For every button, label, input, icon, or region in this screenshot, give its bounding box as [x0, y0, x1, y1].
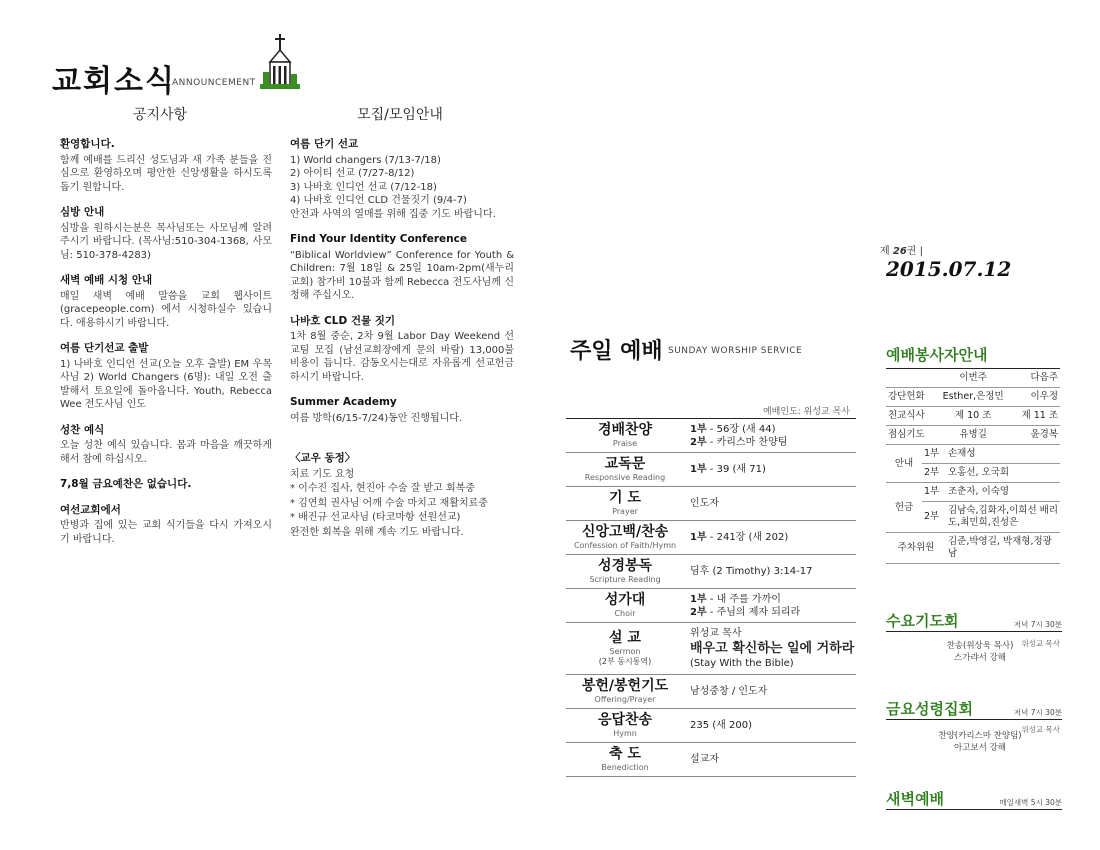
- cld-title: 나바호 CLD 건물 짓기: [290, 314, 396, 327]
- mission-title: 여름 단기 선교: [290, 138, 359, 150]
- worship-leader: 예배인도: 위성교 목사: [762, 407, 850, 417]
- volume-prefix: 제: [880, 246, 890, 257]
- part-text: 인도자: [690, 498, 719, 509]
- table-cell: 1부: [922, 445, 946, 464]
- worship-item-ko: 신앙고백/찬송: [581, 524, 669, 540]
- part-text: 남성중창 / 인도자: [690, 686, 768, 697]
- announcements-heading: 공지사항: [132, 107, 188, 123]
- table-cell: 손재성: [946, 445, 1060, 464]
- part-label: 2부: [690, 606, 707, 618]
- worship-item-en: Scripture Reading: [589, 575, 661, 584]
- table-cell: Esther,은정민: [934, 388, 1011, 407]
- part-label: 1부: [690, 532, 707, 543]
- worship-item-ko: 성가대: [604, 592, 646, 608]
- worship-row-sermon: [566, 623, 856, 675]
- part-text: 딤후 (2 Timothy) 3:14-17: [690, 566, 813, 577]
- preacher: 위성교 목사: [690, 628, 742, 639]
- cld-body: 1차 8월 중순, 2차 9월 Labor Day Weekend 선교팀 모집 (남선교회장에게 문의 바람) 13,000불 비용이 듭니다. 감동오시는대로 자유롭게 선교헌금 하시기 바랍니다.: [290, 331, 514, 383]
- servers-head-row: [886, 369, 1060, 388]
- worship-item-ko: 경배찬양: [597, 422, 653, 438]
- academy-title: Summer Academy: [290, 396, 397, 408]
- page-subtitle: ANNOUNCEMENT: [172, 78, 256, 88]
- worship-title: 주일 예배: [570, 339, 663, 364]
- wednesday-service: [886, 610, 1062, 632]
- mission-line: 3) 나바호 인디언 선교 (7/12-18): [290, 181, 437, 193]
- table-cell: 제 11 조: [1012, 407, 1060, 426]
- table-row: [886, 426, 1060, 445]
- conference-title: Find Your Identity Conference: [290, 233, 467, 245]
- worship-item-en: Hymn: [613, 729, 637, 738]
- table-cell: 다음주: [1012, 369, 1060, 388]
- table-cell: 2부: [922, 464, 946, 483]
- part-label: 1부: [690, 423, 707, 435]
- part-text: - 주님의 제자 되리라: [706, 606, 801, 618]
- worship-item-en: Prayer: [612, 507, 638, 516]
- announcement-body: 함께 예배를 드리신 성도님과 새 가족 분들을 진심으로 환영하오며 평안한 신앙생활을 하시도록 돕기 원합니다.: [60, 154, 272, 193]
- wednesday-details: [900, 638, 1060, 664]
- issue-info: [880, 242, 1056, 281]
- sermon-title: 배우고 확신하는 일에 거하라: [690, 641, 855, 656]
- servers-title: 예배봉사자안내: [886, 346, 988, 364]
- service-line: 찬송(위상욱 목사): [946, 641, 1014, 651]
- announcement: [60, 478, 272, 492]
- part-label: 1부: [690, 593, 707, 605]
- table-cell: 유병길: [934, 426, 1011, 445]
- table-row: [886, 445, 1060, 464]
- table-cell: 이우정: [1012, 388, 1060, 407]
- mission-section: [290, 138, 514, 221]
- table-row: [886, 483, 1060, 502]
- worship-row: [566, 709, 856, 743]
- announcement-title: 새벽 예배 시청 안내: [60, 274, 153, 286]
- part-text: - 카리스마 찬양팀: [706, 436, 788, 448]
- service-time: 저녁 7시 30분: [1013, 620, 1062, 629]
- table-cell: 1부: [922, 483, 946, 502]
- worship-item-en: Confession of Faith/Hymn: [573, 541, 677, 550]
- announcement-title: 7,8월 금요예찬은 없습니다.: [60, 478, 192, 490]
- table-cell: 강단헌화: [886, 388, 934, 407]
- table-row: [886, 407, 1060, 426]
- recruit-column: [290, 138, 514, 552]
- part-label: 2부: [690, 436, 707, 448]
- announcement-body: 매일 새벽 예배 말씀을 교회 웹사이트(gracepeople.com) 에서 시청하실수 있습니다. 애용하시기 바랍니다.: [60, 290, 272, 329]
- service-time: 저녁 7시 30분: [1013, 708, 1062, 717]
- table-cell: 제 10 조: [934, 407, 1011, 426]
- service-title: 금요성령집회: [886, 700, 973, 718]
- announcement: [60, 424, 272, 467]
- mission-line: 4) 나바호 인디언 CLD 건물짓기 (9/4-7): [290, 195, 467, 206]
- conference-body: “Biblical Worldview” Conference for Youth & Children: 7월 18일 & 25일 10am-2pm(새누리 교회) 참가비 10불과 함께 Rebecca 전도사님께 신청해 주십시오.: [290, 249, 514, 301]
- part-text: - 39 (새 71): [706, 464, 766, 475]
- announcement: [60, 138, 272, 194]
- worship-item-en: Choir: [614, 609, 636, 618]
- academy-section: [290, 396, 514, 425]
- table-cell: 윤경복: [1012, 426, 1060, 445]
- worship-item-ko: 교독문: [604, 456, 646, 472]
- volume-suffix: 권 |: [906, 246, 923, 257]
- worship-row: [566, 419, 856, 453]
- worship-item-en: Offering/Prayer: [594, 695, 656, 704]
- volume: [880, 246, 923, 257]
- academy-body: 여름 방학(6/15-7/24)동안 진행됩니다.: [290, 412, 463, 424]
- announcement-title: 여름 단기선교 출발: [60, 342, 149, 354]
- worship-item-ko: 기 도: [609, 490, 641, 506]
- page-title: 교회소식: [52, 64, 176, 99]
- part-label: 1부: [690, 464, 707, 475]
- news-line: * 배진규 선교사님 (타코마항 선원선교): [290, 512, 461, 523]
- table-cell: 2부: [922, 502, 946, 533]
- recruit-heading: 모집/모임안내: [357, 107, 443, 123]
- table-cell: 점심기도: [886, 426, 934, 445]
- worship-row: [566, 555, 856, 589]
- worship-row: [566, 743, 856, 777]
- worship-item-ko: 설 교: [609, 630, 641, 646]
- table-cell: 이번주: [934, 369, 1011, 388]
- service-line: 찬양(카리스마 찬양팀): [938, 731, 1022, 741]
- service-line: 스가랴서 강해: [954, 653, 1006, 663]
- service-time: 매일새벽 5시 30분: [999, 798, 1062, 807]
- announcement-title: 성찬 예식: [60, 423, 105, 436]
- friday-service: [886, 698, 1062, 720]
- table-cell: 김준,박영길, 박재형,정광남: [946, 533, 1060, 564]
- table-cell: 조춘자, 이숙영: [946, 483, 1060, 502]
- worship-row: [566, 453, 856, 487]
- service-line: 아고보서 강해: [954, 743, 1006, 753]
- announcement-title: 환영합니다.: [60, 138, 115, 150]
- worship-item-ko: 축 도: [609, 746, 641, 762]
- church-icon: [258, 32, 300, 90]
- announcement: [60, 342, 272, 412]
- announcement-body: 반병과 집에 있는 교회 식기들을 다시 가져오시기 바랍니다.: [60, 520, 272, 545]
- worship-item-en: Benediction: [601, 763, 649, 772]
- volume-number: 26: [892, 246, 907, 257]
- part-text: - 241장 (새 202): [706, 532, 789, 543]
- news-section: [290, 451, 514, 540]
- servers-table: [886, 368, 1060, 564]
- part-text: - 56장 (새 44): [706, 423, 776, 435]
- part-text: - 내 주를 가까이: [706, 593, 781, 605]
- announcements-column: [60, 138, 272, 558]
- announcement: [60, 274, 272, 330]
- news-line: 치료 기도 요청: [290, 468, 355, 480]
- news-title: 〈교우 동정〉: [290, 452, 356, 464]
- announcement-body: 1) 나바호 인디언 선교(오늘 오후 출발) EM 우목사님 2) World Changers (6명): 내일 오전 출발해서 토요일에 돌아옵니다. Youth, Rebecca Wee 전도사님 인도: [60, 358, 272, 410]
- worship-item-ko: 응답찬송: [597, 712, 653, 728]
- cld-section: [290, 315, 514, 385]
- part-text: 235 (새 200): [690, 720, 752, 731]
- news-line: 완전한 회복을 위해 계속 기도 바랍니다.: [290, 526, 464, 538]
- announcement-body: 오늘 성찬 예식 있습니다. 몸과 마음을 깨끗하게 해서 참예 하십시오.: [60, 440, 272, 465]
- table-cell: 친교식사: [886, 407, 934, 426]
- mission-line: 2) 아이티 선교 (7/27-8/12): [290, 168, 415, 179]
- issue-date: 2015.07.12: [886, 257, 1012, 281]
- worship-order: [566, 418, 856, 777]
- worship-item-en: Praise: [612, 439, 638, 448]
- worship-row: [566, 675, 856, 709]
- table-row: [886, 533, 1060, 564]
- table-cell: 안내: [886, 445, 922, 483]
- table-cell: 헌금: [886, 483, 922, 533]
- news-line: * 김연희 권사님 어깨 수술 마치고 재활치료중: [290, 497, 488, 509]
- worship-row: [566, 487, 856, 521]
- announcement-body: 심방을 원하시는분은 목사님또는 사모님께 알려 주시기 바랍니다. (목사님:510-304-1368, 사모님: 510-378-4283): [60, 222, 272, 261]
- announcement-title: 심방 안내: [60, 206, 105, 218]
- table-cell: [886, 369, 934, 388]
- announcement: [60, 504, 272, 547]
- announcement: [60, 206, 272, 262]
- table-cell: 주차위원: [886, 533, 946, 564]
- table-row: [886, 388, 1060, 407]
- mission-line: 안전과 사역의 열매를 위해 집중 기도 바랍니다.: [290, 208, 496, 220]
- worship-item-en: Sermon: [609, 647, 641, 656]
- friday-details: [900, 724, 1060, 754]
- sermon-note: (2부 동시통역): [598, 657, 652, 666]
- news-line: * 이수진 집사, 현진아 수술 잘 받고 회복중: [290, 483, 475, 494]
- table-cell: 오홍선, 오국희: [946, 464, 1060, 483]
- service-title: 수요기도회: [886, 612, 959, 630]
- service-leader: 위성교 목사: [1021, 725, 1060, 734]
- worship-subtitle: SUNDAY WORSHIP SERVICE: [668, 346, 803, 356]
- worship-item-ko: 봉헌/봉헌기도: [581, 678, 669, 694]
- mission-line: 1) World changers (7/13-7/18): [290, 154, 441, 166]
- worship-row: [566, 521, 856, 555]
- table-cell: 김남숙,김화자,이희선 배리도,최민희,진성은: [946, 502, 1060, 533]
- part-text: 설교자: [690, 754, 719, 765]
- sermon-title-en: (Stay With the Bible): [690, 658, 794, 669]
- worship-row: [566, 589, 856, 623]
- service-title: 새벽예배: [886, 790, 944, 808]
- worship-item-ko: 성경봉독: [597, 558, 653, 574]
- dawn-service: [886, 788, 1062, 810]
- conference-section: [290, 233, 514, 303]
- announcement-title: 여선교회에서: [60, 503, 121, 516]
- service-leader: 위성교 목사: [1021, 639, 1060, 648]
- worship-item-en: Responsive Reading: [584, 473, 666, 482]
